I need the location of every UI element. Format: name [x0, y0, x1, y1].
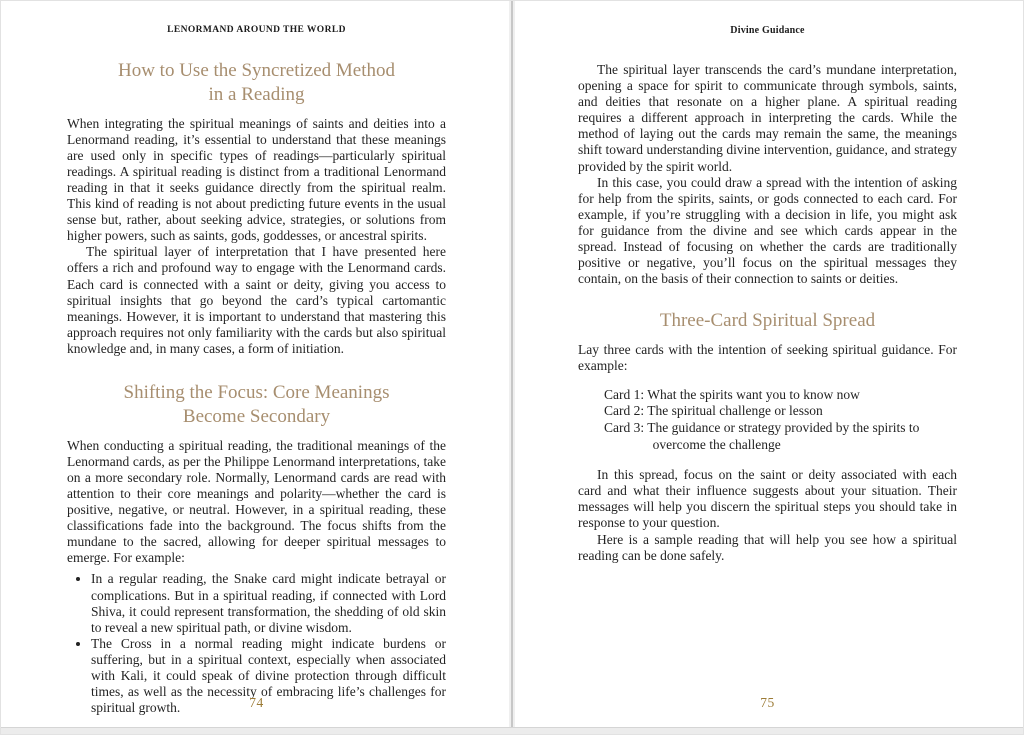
- paragraph: In this spread, focus on the saint or deity associated with each card and what their influence suggests about your situation. Their messages will help you discern the spiritual steps you should take in response to your question.: [578, 467, 957, 531]
- section-heading-three-card-spread: [578, 309, 957, 333]
- bullet-item: • In a regular reading, the Snake card might indicate betrayal or complications. But in a spiritual reading, if connected with Lord Shiva, it could represent transformation, the shedding of old skin to reveal a new spiritual path, or divine wisdom.: [91, 571, 446, 635]
- heading-line: in a Reading: [208, 84, 305, 106]
- paragraph: Here is a sample reading that will help you see how a spiritual reading can be done safely.: [578, 531, 957, 563]
- center-gutter-divider: [511, 1, 513, 728]
- page-number-left: 74: [249, 695, 264, 710]
- paragraph: When conducting a spiritual reading, the traditional meanings of the Lenormand cards, as per the Philippe Lenormand interpretations, take on a more secondary role. Normally, Lenormand cards are read with attention to their core meanings and polarity—whether the card is positive, negative, or neutral. However, in a spiritual reading, these classifications fade into the background. The focus shifts from the mundane to the sacred, allowing for deeper spiritual messages to emerge. For example:: [67, 437, 446, 566]
- bullet-item: • The Cross in a normal reading might indicate burdens or suffering, but in a spiritual context, especially when associated with Kali, it could speak of divine protection through difficult times, as well as the necessity of embracing life’s challenges for spiritual growth.: [91, 636, 446, 716]
- left-page: [1, 1, 512, 734]
- paragraph: The spiritual layer of interpretation that I have presented here offers a rich and profound way to engage with the Lenormand cards. Each card is connected with a saint or deity, giving you access to spiritual insights that go beyond the card’s typical cartomantic meanings. However, it is important to understand that mastering this approach requires not only familiarity with the cards but also spiritual knowledge and, in many cases, a form of initiation.: [67, 244, 446, 356]
- right-body-text: [578, 62, 957, 287]
- heading-line: How to Use the Syncretized Method: [117, 60, 396, 81]
- left-body-text: [67, 116, 446, 357]
- footer-strip: [1, 727, 1023, 734]
- left-body-text-2: [67, 438, 446, 717]
- paragraph: In this case, you could draw a spread with the intention of asking for help from the spirits, saints, or gods connected to each card. For example, if you’re struggling with a decision in life, you might ask for guidance from the divine and see which cards appear in the spread. Instead of focusing on whether the cards are traditionally positive or negative, you’ll focus on the spiritual messages they contain, on the basis of their connection to saints or deities.: [578, 174, 957, 287]
- heading-line: Shifting the Focus: Core Meanings: [123, 382, 390, 404]
- paragraph: The spiritual layer transcends the card’s mundane interpretation, opening a space for spirit to communicate through symbols, saints, and deities that resonate on a higher plane. A spiritual reading requires a different approach in interpreting the cards. While the method of laying out the cards may remain the same, the meanings shift toward understanding divine intervention, guidance, and strategy provided by the spirit world.: [578, 62, 957, 174]
- section-heading-syncretized: [67, 59, 446, 108]
- right-body-text-2: [578, 342, 957, 564]
- running-header-right: Divine Guidance: [730, 25, 805, 36]
- paragraph: Lay three cards with the intention of seeking spiritual guidance. For example:: [578, 341, 957, 373]
- heading-line: Become Secondary: [182, 406, 331, 428]
- running-header-left: LENORMAND AROUND THE WORLD: [167, 25, 346, 35]
- heading-line: Three-Card Spiritual Spread: [659, 310, 876, 332]
- page-number-right: 75: [760, 695, 775, 710]
- section-heading-shifting-focus: [67, 381, 446, 430]
- card-list-item: Card 2: The spiritual challenge or lesson: [604, 403, 823, 419]
- right-page: [512, 1, 1023, 734]
- card-spread-list: [578, 387, 957, 453]
- card-list-item: Card 1: What the spirits want you to know now: [604, 386, 860, 402]
- paragraph: When integrating the spiritual meanings of saints and deities into a Lenormand reading, it’s essential to understand that these meanings are used only in specific types of readings—particularly spiritual readings. A spiritual reading is distinct from a traditional Lenormand reading in that it seeks guidance directly from the spiritual realm. This kind of reading is not about predicting future events in the usual sense but, rather, about seeking advice, strategies, or solutions from higher powers, such as saints, gods, goddesses, or ancestral spirits.: [67, 115, 446, 244]
- card-list-item: Card 3: The guidance or strategy provided by the spirits to overcome the challenge: [604, 420, 920, 452]
